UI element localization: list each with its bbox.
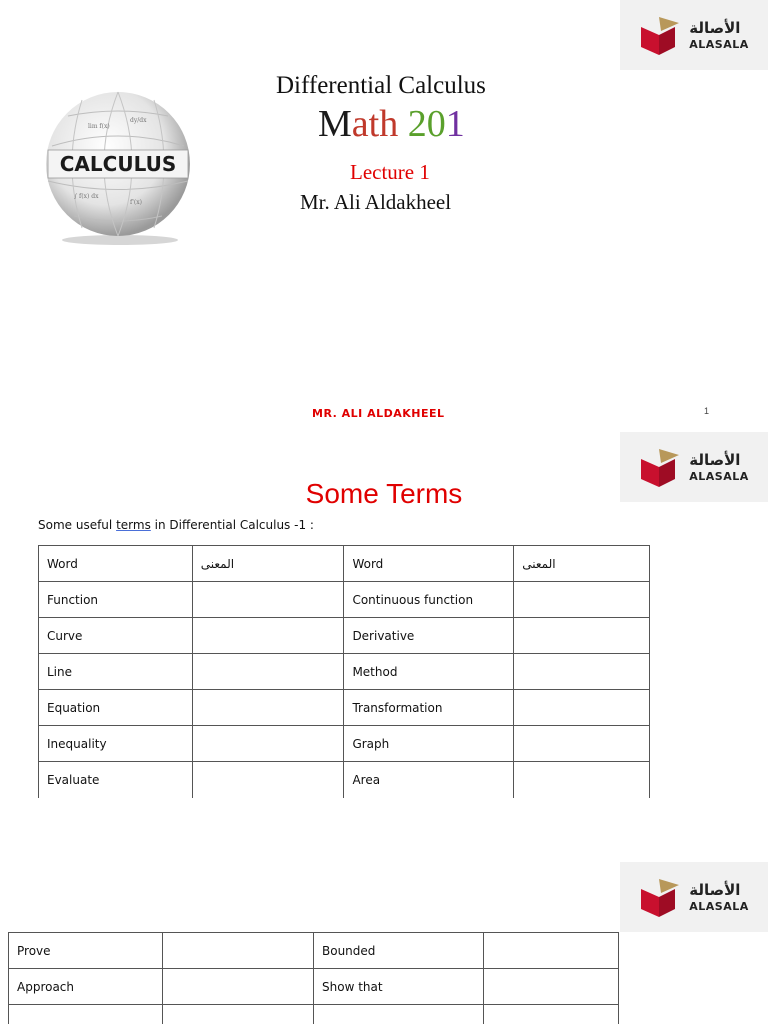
sphere-label: CALCULUS	[59, 152, 177, 176]
lecture-label: Lecture 1	[350, 160, 430, 184]
terms-table	[8, 932, 619, 1024]
table-row	[39, 690, 650, 726]
course-code-number-1: 1	[445, 103, 465, 145]
intro-terms-word: terms	[116, 518, 151, 532]
meaning-cell[interactable]	[162, 969, 313, 1005]
slide-some-terms	[0, 432, 768, 862]
term-cell	[9, 1005, 163, 1024]
meaning-cell[interactable]	[192, 654, 344, 690]
header-word: Word	[39, 546, 193, 582]
slide-footer: MR. ALI ALDAKHEEL	[312, 407, 445, 420]
term-cell: Bounded	[314, 933, 484, 969]
logo-arabic-text: الأصالة	[689, 880, 741, 899]
meaning-cell[interactable]	[514, 582, 650, 618]
term-cell: Derivative	[344, 618, 514, 654]
meaning-cell[interactable]	[192, 582, 344, 618]
logo-arabic-text: الأصالة	[689, 18, 741, 37]
svg-text:dy/dx: dy/dx	[130, 117, 147, 124]
alasala-logo	[620, 862, 768, 932]
presentation-title: Differential Calculus	[276, 72, 486, 99]
course-code-part: th	[368, 103, 399, 145]
meaning-cell[interactable]	[514, 726, 650, 762]
term-cell: Inequality	[39, 726, 193, 762]
meaning-cell[interactable]	[514, 654, 650, 690]
meaning-cell[interactable]	[483, 1005, 618, 1024]
term-cell: Continuous function	[344, 582, 514, 618]
course-code-number-0: 0	[426, 103, 446, 145]
term-cell: Method	[344, 654, 514, 690]
term-cell: Approach	[9, 969, 163, 1005]
meaning-cell[interactable]	[192, 690, 344, 726]
svg-text:∫ f(x) dx: ∫ f(x) dx	[74, 193, 99, 200]
meaning-cell[interactable]	[514, 762, 650, 798]
alasala-logo-icon	[639, 15, 683, 55]
table-row	[39, 618, 650, 654]
logo-arabic-text: الأصالة	[689, 450, 741, 469]
meaning-cell[interactable]	[192, 618, 344, 654]
intro-text-start: Some useful	[38, 518, 117, 532]
logo-english-text: ALASALA	[689, 469, 749, 483]
table-row	[39, 654, 650, 690]
logo-english-text: ALASALA	[689, 37, 749, 51]
course-code-part: a	[351, 103, 369, 145]
table-row	[39, 726, 650, 762]
page-number: 1	[704, 406, 710, 416]
term-cell: Evaluate	[39, 762, 193, 798]
term-cell: Area	[344, 762, 514, 798]
svg-text:f'(x): f'(x)	[130, 199, 142, 206]
alasala-logo	[620, 0, 768, 70]
slide-title	[0, 0, 768, 432]
intro-text-end: in Differential Calculus -1 :	[150, 518, 314, 532]
svg-text:lim f(x): lim f(x)	[88, 123, 110, 130]
calculus-sphere-image	[38, 86, 198, 246]
slide-heading: Some Terms	[305, 478, 463, 509]
term-cell: Curve	[39, 618, 193, 654]
term-cell: Line	[39, 654, 193, 690]
table-row	[9, 1005, 619, 1024]
course-code	[318, 102, 465, 146]
term-cell	[314, 1005, 484, 1024]
term-cell: Show that	[314, 969, 484, 1005]
meaning-cell[interactable]	[162, 1005, 313, 1024]
teacher-name: Mr. Ali Aldakheel	[300, 190, 452, 214]
alasala-logo-icon	[639, 877, 683, 917]
header-word: Word	[344, 546, 514, 582]
term-cell: Transformation	[344, 690, 514, 726]
meaning-cell[interactable]	[192, 726, 344, 762]
meaning-cell[interactable]	[162, 933, 313, 969]
slide-more-terms	[0, 862, 768, 1024]
course-code-part: M	[318, 103, 352, 145]
meaning-cell[interactable]	[514, 618, 650, 654]
header-meaning: المعنى	[192, 546, 344, 582]
term-cell: Prove	[9, 933, 163, 969]
term-cell: Equation	[39, 690, 193, 726]
course-code-number-2: 2	[398, 103, 427, 145]
meaning-cell[interactable]	[192, 762, 344, 798]
table-header-row	[39, 546, 650, 582]
header-meaning: المعنى	[514, 546, 650, 582]
terms-table	[38, 545, 650, 798]
table-row	[39, 762, 650, 798]
meaning-cell[interactable]	[483, 933, 618, 969]
meaning-cell[interactable]	[514, 690, 650, 726]
meaning-cell[interactable]	[483, 969, 618, 1005]
intro-text	[38, 518, 314, 532]
table-row	[39, 582, 650, 618]
term-cell: Graph	[344, 726, 514, 762]
table-row	[9, 933, 619, 969]
logo-english-text: ALASALA	[689, 899, 749, 913]
table-row	[9, 969, 619, 1005]
term-cell: Function	[39, 582, 193, 618]
